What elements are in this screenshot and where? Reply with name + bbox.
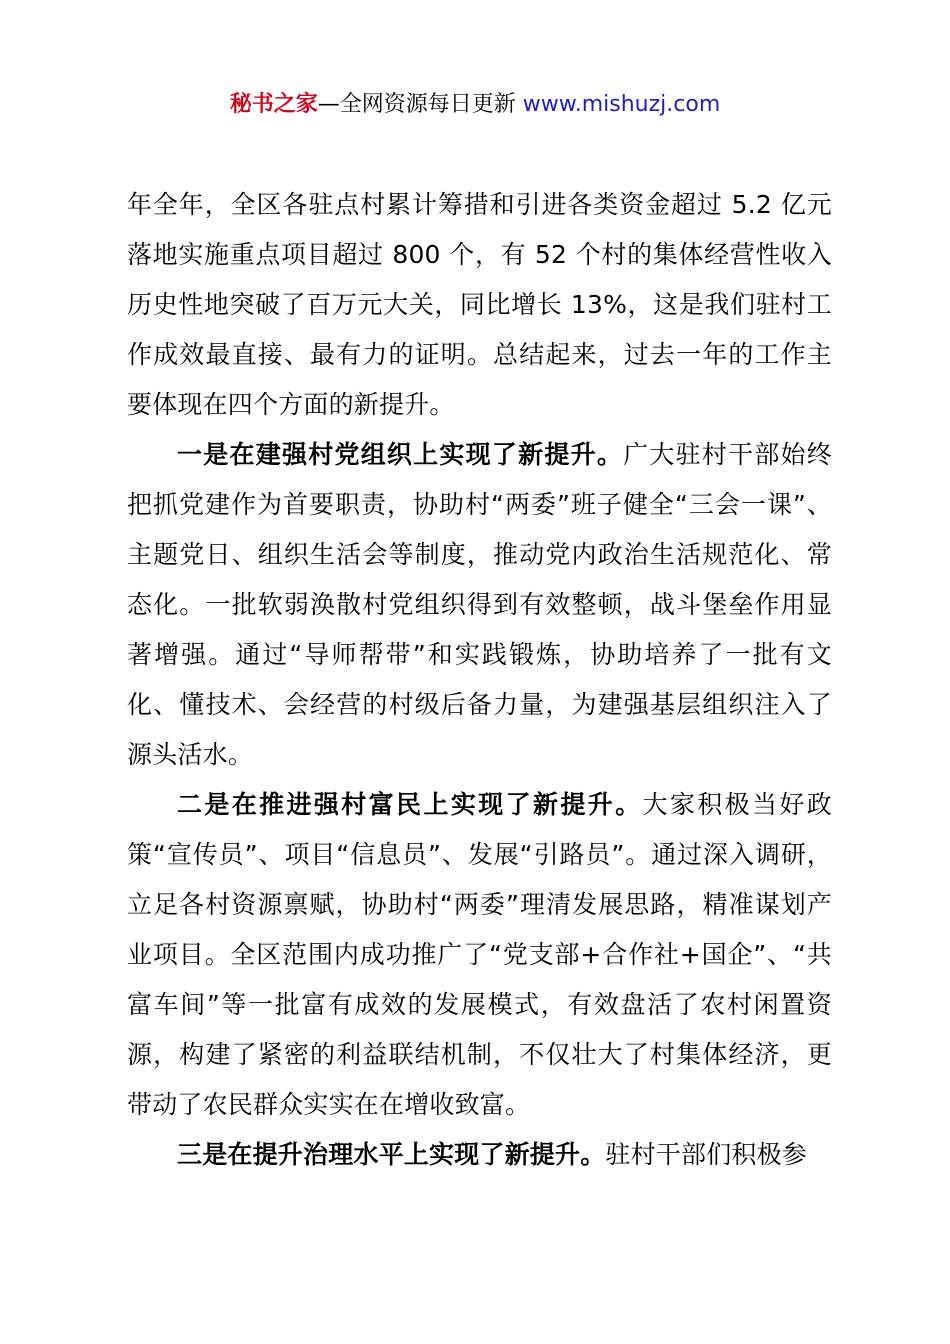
paragraph-lead: 三是在提升治理水平上实现了新提升。: [177, 1140, 606, 1169]
page-header: [0, 88, 950, 122]
paragraph-text: 大家积极当好政策“宣传员”、项目“信息员”、发展“引路员”。通过深入调研，立足各村资源禀赋，协助村“两委”理清发展思路，精准谋划产业项目。全区范围内成功推广了“党支部+合作社+国企”、“共富车间”等一批富有成效的发展模式，有效盘活了农村闲置资源，构建了紧密的利益联结机制，不仅壮大了村集体经济，更带动了农民群众实实在在增收致富。: [127, 790, 832, 1119]
paragraph-lead: 二是在推进强村富民上实现了新提升。: [177, 790, 643, 819]
website-link[interactable]: www.mishuzj.com: [522, 92, 721, 117]
paragraph-text: 年全年，全区各驻点村累计筹措和引进各类资金超过 5.2 亿元落地实施重点项目超过 800 个，有 52 个村的集体经营性收入历史性地突破了百万元大关，同比增长 13%，这是我们驻村工作成效最直接、最有力的证明。总结起来，过去一年的工作主要体现在四个方面的新提升。: [127, 190, 832, 419]
brand-name: 秘书之家: [229, 92, 318, 117]
paragraph-text: 广大驻村干部始终把抓党建作为首要职责，协助村“两委”班子健全“三会一课”、主题党日、组织生活会等制度，推动党内政治生活规范化、常态化。一批软弱涣散村党组织得到有效整顿，战斗堡垒作用显著增强。通过“导师帮带”和实践锻炼，协助培养了一批有文化、懂技术、会经营的村级后备力量，为建强基层组织注入了源头活水。: [127, 440, 832, 769]
paragraph-intro: [127, 180, 832, 430]
paragraph-text: 驻村干部们积极参: [605, 1140, 808, 1169]
paragraph-governance: [127, 1130, 832, 1180]
document-body: [127, 180, 832, 1180]
paragraph-rural-prosperity: [127, 780, 832, 1130]
header-slogan: —全网资源每日更新: [317, 92, 523, 117]
paragraph-lead: 一是在建强村党组织上实现了新提升。: [177, 440, 624, 469]
paragraph-party-organization: [127, 430, 832, 780]
